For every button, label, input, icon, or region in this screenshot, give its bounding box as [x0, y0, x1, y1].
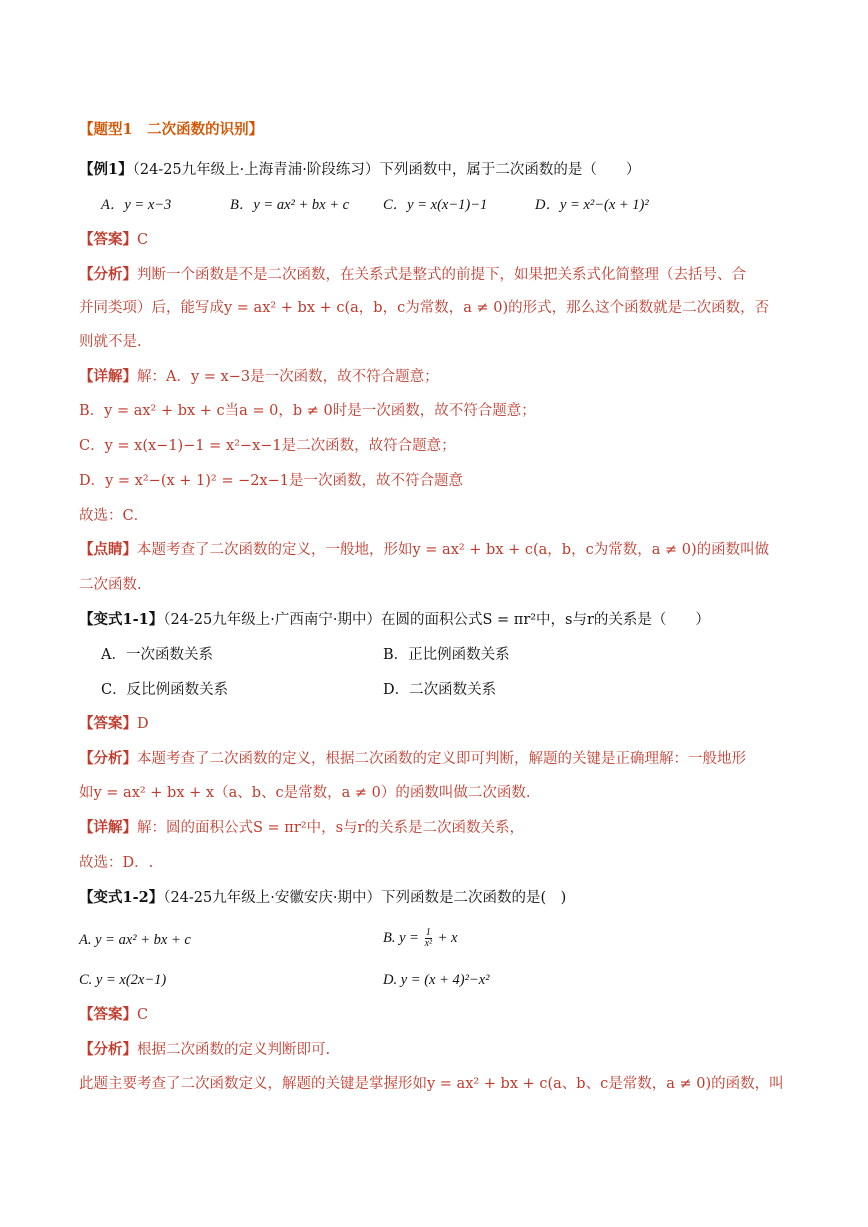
variant-tag: 【变式1-2】	[79, 889, 164, 906]
answer-tag: 【答案】	[79, 715, 137, 732]
example-1-question	[79, 160, 640, 180]
detail-line-1	[79, 367, 439, 387]
option-a: A．一次函数关系	[101, 647, 213, 663]
option-d: D．y = x²−(x + 1)²	[535, 197, 649, 213]
comment-text: 本题考查了二次函数的定义，一般地，形如y = ax² + bx + c(a，b，c为常数，a ≠ 0)的函数叫做	[137, 542, 770, 558]
variant-tag: 【变式1-1】	[79, 611, 164, 628]
option-b: B．正比例函数关系	[383, 647, 510, 663]
question-source: （24-25九年级上·安徽安庆·期中）	[163, 890, 381, 906]
detail-line-3: C．y = x(x−1)−1 = x²−x−1是二次函数，故符合题意；	[79, 438, 456, 454]
question-text: 下列函数是二次函数的是( )	[380, 890, 567, 906]
answer-value: C	[137, 232, 149, 248]
question-source: （24-25九年级上·上海青浦·阶段练习）	[132, 162, 380, 178]
analysis-tag: 【分析】	[79, 750, 137, 767]
option-d: D．二次函数关系	[383, 682, 497, 698]
analysis-line-2: 并同类项）后，能写成y = ax² + bx + c(a，b，c为常数，a ≠ 0)的形式，那么这个函数就是二次函数，否	[79, 300, 770, 316]
fraction	[425, 928, 432, 949]
answer-value: D	[137, 716, 149, 732]
answer-value: C	[137, 1007, 149, 1023]
fraction-numerator: 1	[425, 927, 431, 939]
analysis-text: 判断一个函数是不是二次函数，在关系式是整式的前提下，如果把关系式化简整理（去括号、合	[137, 267, 746, 283]
answer-tag: 【答案】	[79, 1006, 137, 1023]
answer-line	[79, 230, 148, 250]
option-d: D. y = (x + 4)²−x²	[383, 972, 490, 988]
analysis-line-2: 如y = ax² + bx + x（a、b、c是常数，a ≠ 0）的函数叫做二次函数.	[79, 785, 531, 801]
analysis-tag: 【分析】	[79, 266, 137, 283]
option-b: B．y = ax² + bx + c	[230, 197, 350, 213]
detail-text: 解：圆的面积公式S = πr²中，s与r的关系是二次函数关系，	[137, 820, 524, 836]
analysis-tag: 【分析】	[79, 1041, 137, 1058]
detail-line	[79, 818, 524, 838]
option-c: C．反比例函数关系	[101, 682, 229, 698]
choose-line: 故选：D．.	[79, 855, 154, 871]
comment-line-1	[79, 540, 769, 560]
answer-tag: 【答案】	[79, 231, 137, 248]
analysis-line-1	[79, 749, 746, 769]
fraction-denominator: x²	[424, 938, 433, 950]
detail-tag: 【详解】	[79, 819, 137, 836]
example-tag: 【例1】	[79, 161, 133, 178]
answer-line	[79, 714, 149, 734]
section-title: 【题型1 二次函数的识别】	[79, 121, 264, 138]
choose-line: 故选：C．	[79, 508, 149, 524]
option-b-prefix: B. y =	[383, 930, 423, 946]
analysis-line	[79, 1040, 330, 1060]
variant-1-1-question	[79, 610, 710, 630]
question-source: （24-25九年级上·广西南宁·期中）	[163, 612, 381, 628]
option-a: A．y = x−3	[101, 197, 172, 213]
question-text: 在圆的面积公式S = πr²中，s与r的关系是（ ）	[380, 612, 710, 628]
analysis-text: 本题考查了二次函数的定义，根据二次函数的定义即可判断，解题的关键是正确理解：一般地形	[137, 751, 746, 767]
analysis-line-1	[79, 265, 746, 285]
question-text: 下列函数中，属于二次函数的是（ ）	[379, 162, 641, 178]
option-c: C. y = x(2x−1)	[79, 972, 167, 988]
comment-tag: 【点睛】	[79, 541, 137, 558]
detail-text: 解：A．y = x−3是一次函数，故不符合题意；	[137, 369, 439, 385]
detail-line-2: B．y = ax² + bx + c当a = 0，b ≠ 0时是一次函数，故不符合题意；	[79, 403, 536, 419]
detail-tag: 【详解】	[79, 368, 137, 385]
answer-line	[79, 1005, 148, 1025]
option-b-suffix: + x	[434, 930, 458, 946]
comment-line-2: 二次函数.	[79, 577, 142, 593]
option-c: C．y = x(x−1)−1	[383, 197, 488, 213]
note-line: 此题主要考查了二次函数定义，解题的关键是掌握形如y = ax² + bx + c(a、b、c是常数，a ≠ 0)的函数，叫	[79, 1076, 784, 1092]
analysis-line-3: 则就不是.	[79, 334, 142, 350]
detail-line-4: D．y = x²−(x + 1)² = −2x−1是一次函数，故不符合题意	[79, 473, 464, 489]
variant-1-2-question	[79, 888, 566, 908]
option-a: A. y = ax² + bx + c	[79, 932, 191, 948]
analysis-text: 根据二次函数的定义判断即可.	[137, 1042, 331, 1058]
option-b	[383, 928, 458, 949]
